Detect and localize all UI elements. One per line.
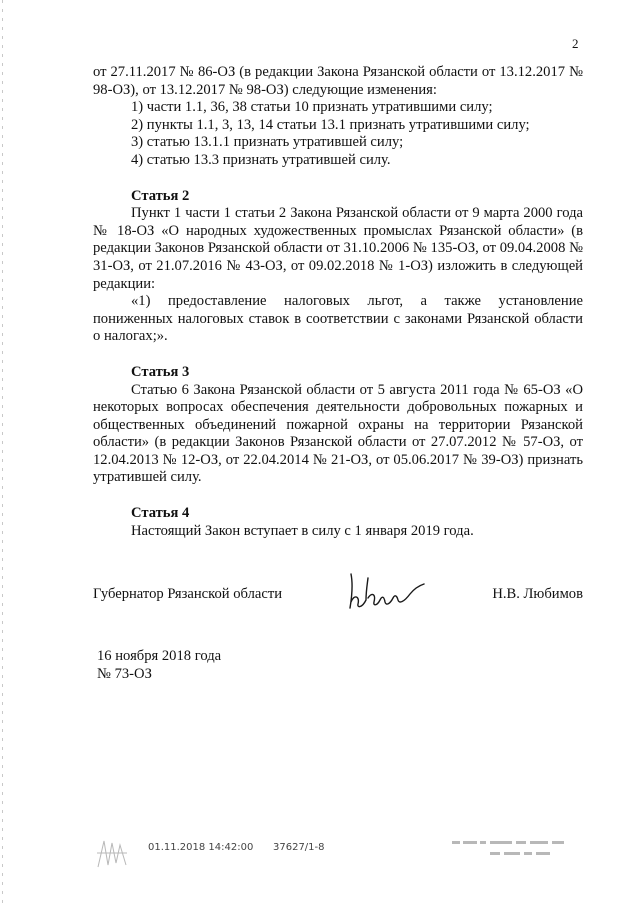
change-item: 4) статью 13.3 признать утратившей силу. [131, 151, 391, 168]
change-item: 2) пункты 1.1, 3, 13, 14 статьи 13.1 признать утратившими силу; [131, 116, 530, 133]
article-4-title: Статья 4 [131, 505, 190, 522]
scan-edge-artifact [2, 0, 3, 905]
law-body [93, 64, 583, 540]
article-2-title: Статья 2 [131, 187, 190, 204]
governor-title: Губернатор Рязанской области [93, 586, 283, 602]
registration-stamp-mark [94, 835, 130, 871]
article-3-paragraph: Статью 6 Закона Рязанской области от 5 августа 2011 года № 65-ОЗ «О некоторых вопросах обеспечения деятельности добровольных пожарных и общественных объединений пожарной охраны на территории Рязанской области» (в редакции Законов Рязанской области от 27.07.2012 № 57-ОЗ, от 12.04.2013 № 12-ОЗ, от 22.04.2014 № 21-ОЗ, от 05.06.2017 № 39-ОЗ) признать утратившей силу. [93, 381, 583, 486]
governor-name: Н.В. Любимов [492, 586, 583, 602]
law-number: № 73-ОЗ [97, 665, 152, 682]
date-block [97, 648, 221, 683]
change-item: 3) статью 13.1.1 признать утратившей силу; [131, 134, 404, 151]
change-item: 1) части 1.1, 36, 38 статьи 10 признать утратившими силу; [131, 99, 493, 116]
handwritten-signature [344, 572, 428, 614]
footer-timestamp: 01.11.2018 14:42:00 [148, 842, 254, 853]
page-number: 2 [572, 36, 579, 51]
article-2-quote: «1) предоставление налоговых льгот, а также установление пониженных налоговых ставок в соответствии с законами Рязанской области о налогах;». [93, 293, 583, 345]
article-3-title: Статья 3 [131, 363, 190, 380]
article-4-paragraph: Настоящий Закон вступает в силу с 1 января 2019 года. [131, 522, 474, 539]
article-2-paragraph: Пункт 1 части 1 статьи 2 Закона Рязанской области от 9 марта 2000 года № 18-ОЗ «О народных художественных промыслах Рязанской области» (в редакции Законов Рязанской области от 31.10.2006 № 135-ОЗ, от 09.04.2008 № 31-ОЗ, от 21.07.2016 № 43-ОЗ, от 09.02.2018 № 1-ОЗ) изложить в следующей редакции: [93, 205, 583, 292]
signing-date: 16 ноября 2018 года [97, 648, 222, 664]
footer-code: 37627/1-8 [273, 842, 325, 853]
intro-paragraph: от 27.11.2017 № 86-ОЗ (в редакции Закона Рязанской области от 13.12.2017 № 98-ОЗ), от 13.12.2017 № 98-ОЗ) следующие изменения: [93, 64, 583, 98]
faint-stamp-mark [450, 838, 580, 864]
signature-block [93, 586, 583, 616]
